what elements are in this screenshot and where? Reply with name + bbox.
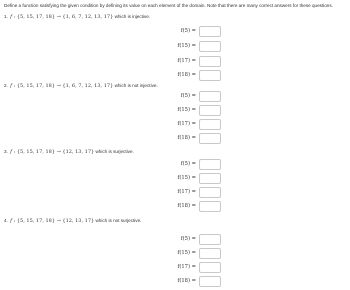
row-label: f(17) = [177, 121, 196, 127]
q1-f17-input[interactable] [199, 56, 221, 67]
question-number: 4. [4, 218, 8, 223]
question-number: 3. [4, 149, 8, 154]
q2-row-f5 [172, 90, 221, 102]
q2-f15-input[interactable] [199, 105, 221, 116]
row-label: f(15) = [177, 107, 196, 113]
row-label: f(18) = [177, 72, 196, 78]
q3-row-f17 [172, 186, 221, 198]
q4-f17-input[interactable] [199, 262, 221, 273]
function-signature: f : {5, 15, 17, 18} → {1, 6, 7, 12, 13, 17} [10, 83, 114, 89]
q4-f5-input[interactable] [199, 234, 221, 245]
question-condition: which is not injective. [114, 83, 158, 88]
question-number: 2. [4, 83, 8, 88]
row-label: f(5) = [180, 236, 196, 242]
q4-row-f17 [172, 261, 221, 273]
q2-row-f15 [172, 104, 221, 116]
function-signature: f : {5, 15, 17, 18} → {12, 13, 17} [10, 149, 95, 155]
q3-f5-input[interactable] [199, 159, 221, 170]
row-label: f(15) = [177, 175, 196, 181]
q4-row-f15 [172, 247, 221, 259]
question-condition: which is not surjective. [95, 218, 142, 223]
row-label: f(18) = [177, 278, 196, 284]
row-label: f(5) = [180, 93, 196, 99]
function-signature: f : {5, 15, 17, 18} → {1, 6, 7, 12, 13, 17} [10, 14, 114, 20]
q1-row-f5 [172, 25, 221, 37]
q3-f18-input[interactable] [199, 201, 221, 212]
q3-f17-input[interactable] [199, 187, 221, 198]
q4-f15-input[interactable] [199, 248, 221, 259]
q1-row-f15 [172, 40, 221, 52]
q2-f17-input[interactable] [199, 119, 221, 130]
row-label: f(5) = [180, 28, 196, 34]
q2-row-f18 [172, 132, 221, 144]
row-label: f(17) = [177, 58, 196, 64]
q1-f18-input[interactable] [199, 70, 221, 81]
row-label: f(15) = [177, 250, 196, 256]
question-condition: which is injective. [114, 14, 151, 19]
question-number: 1. [4, 14, 8, 19]
question-2-prompt [4, 83, 158, 89]
row-label: f(18) = [177, 203, 196, 209]
question-1-prompt [4, 14, 150, 20]
q2-f5-input[interactable] [199, 91, 221, 102]
question-4-prompt [4, 218, 141, 224]
q3-row-f15 [172, 172, 221, 184]
row-label: f(5) = [180, 161, 196, 167]
q3-f15-input[interactable] [199, 173, 221, 184]
q1-f15-input[interactable] [199, 41, 221, 52]
q1-row-f17 [172, 55, 221, 67]
row-label: f(17) = [177, 189, 196, 195]
row-label: f(17) = [177, 264, 196, 270]
q1-f5-input[interactable] [199, 26, 221, 37]
row-label: f(15) = [177, 43, 196, 49]
q3-row-f18 [172, 200, 221, 212]
q4-f18-input[interactable] [199, 276, 221, 287]
function-signature: f : {5, 15, 17, 18} → {12, 13, 17} [10, 218, 95, 224]
q2-row-f17 [172, 118, 221, 130]
row-label: f(18) = [177, 135, 196, 141]
q4-row-f18 [172, 275, 221, 287]
question-condition: which is surjective. [95, 149, 134, 154]
q4-row-f5 [172, 233, 221, 245]
instructions-text: Define a function satisfying the given condition by defining its value on each element of the domain. Note that there are many correct answers for these questions. [4, 3, 333, 8]
question-3-prompt [4, 149, 134, 155]
q1-row-f18 [172, 69, 221, 81]
q2-f18-input[interactable] [199, 133, 221, 144]
q3-row-f5 [172, 158, 221, 170]
